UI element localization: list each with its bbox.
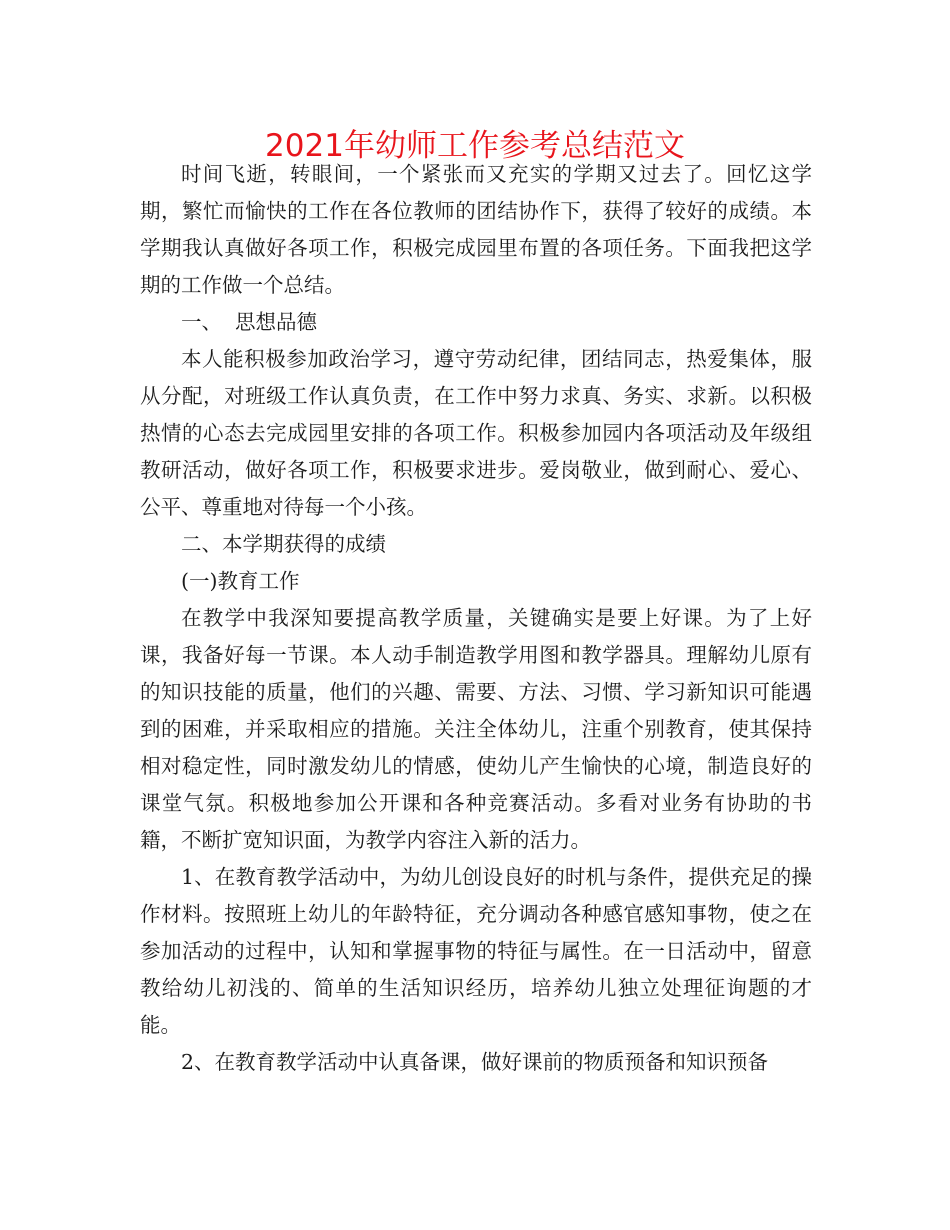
ideology-paragraph: 本人能积极参加政治学习，遵守劳动纪律，团结同志，热爱集体，服从分配，对班级工作认真负责，在工作中努力求真、务实、求新。以积极热情的心态去完成园里安排的各项工作。积极参加园内各项活动及年级组教研活动，做好各项工作，积极要求进步。爱岗敬业，做到耐心、爱心、公平、尊重地对待每一个小孩。	[140, 347, 812, 519]
numbered-paragraph-2: 2、在教育教学活动中认真备课，做好课前的物质预备和知识预备	[181, 1050, 769, 1074]
numbered-paragraph-1: 1、在教育教学活动中，为幼儿创设良好的时机与条件，提供充足的操作材料。按照班上幼儿的年龄特征，充分调动各种感官感知事物，使之在参加活动的过程中，认知和掌握事物的特征与属性。在一日活动中，留意教给幼儿初浅的、简单的生活知识经历，培养幼儿独立处理征询题的才能。	[140, 865, 812, 1037]
document-title: 2021年幼师工作参考总结范文	[265, 128, 685, 164]
education-paragraph: 在教学中我深知要提高教学质量，关键确实是要上好课。为了上好课，我备好每一节课。本人动手制造教学用图和教学器具。理解幼儿原有的知识技能的质量，他们的兴趣、需要、方法、习惯、学习新知识可能遇到的困难，并采取相应的措施。关注全体幼儿，注重个别教育，使其保持相对稳定性，同时激发幼儿的情感，使幼儿产生愉快的心境，制造良好的课堂气氛。积极地参加公开课和各种竞赛活动。多看对业务有协助的书籍，不断扩宽知识面，为教学内容注入新的活力。	[140, 606, 812, 852]
section-heading-achievements: 二、本学期获得的成绩	[181, 532, 386, 556]
section-heading-ideology: 一、 思想品德	[181, 310, 318, 334]
document-body	[140, 156, 812, 1081]
intro-paragraph: 时间飞逝，转眼间，一个紧张而又充实的学期又过去了。回忆这学期，繁忙而愉快的工作在各位教师的团结协作下，获得了较好的成绩。本学期我认真做好各项工作，积极完成园里布置的各项任务。下面我把这学期的工作做一个总结。	[140, 162, 812, 297]
subsection-heading-education: (一)教育工作	[181, 569, 300, 593]
